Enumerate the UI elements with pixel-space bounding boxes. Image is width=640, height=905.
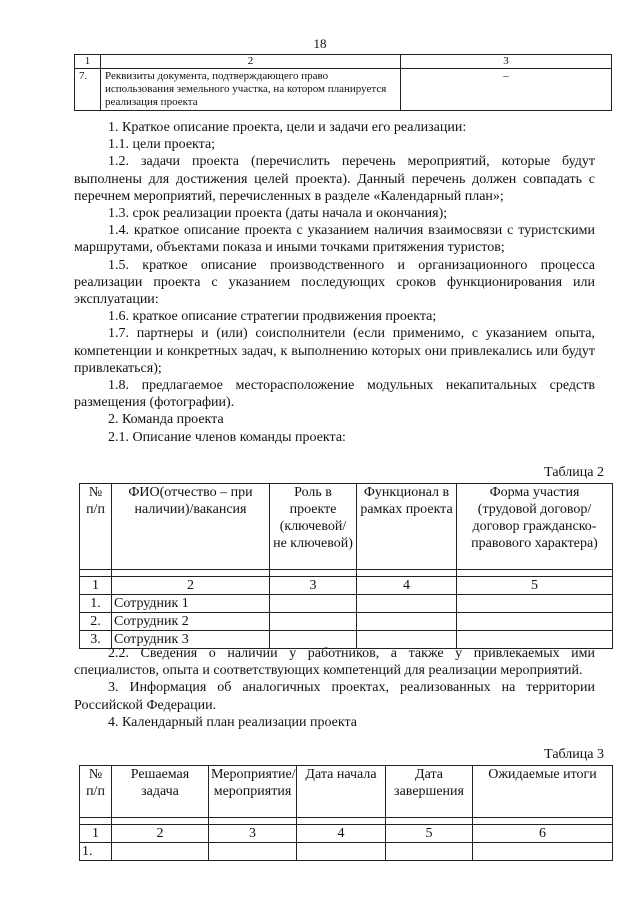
page-number: 18 — [313, 36, 327, 51]
employee-name: Сотрудник 3 — [112, 631, 270, 649]
header-cell: № п/п — [80, 484, 112, 570]
table-row — [80, 843, 613, 861]
row-value: – — [401, 69, 612, 111]
col-number: 1 — [80, 825, 112, 843]
col-number: 2 — [112, 825, 209, 843]
calendar-plan-table — [79, 765, 613, 861]
paragraph: 1.2. задачи проекта (перечислить перечень мероприятий, которые будут выполнены для достижения целей проекта). Данный перечень должен совпадать с перечнем мероприятий, перечисленных в разделе «Календарный план»; — [74, 154, 595, 204]
col-number: 2 — [112, 577, 270, 595]
section-text-1 — [74, 119, 595, 446]
employee-name: Сотрудник 2 — [112, 613, 270, 631]
paragraph: 1.7. партнеры и (или) соисполнители (если применимо, с указанием опыта, компетенции и конкретных задач, к выполнению которых они привлекались или будут привлекаться); — [74, 326, 595, 376]
paragraph: 1. Краткое описание проекта, цели и задачи его реализации: — [108, 120, 467, 135]
paragraph: 2.1. Описание членов команды проекта: — [108, 429, 346, 445]
column-number-row — [80, 825, 613, 843]
col-number: 3 — [401, 55, 612, 69]
col-number: 5 — [386, 825, 473, 843]
col-number: 4 — [357, 577, 457, 595]
table-spacer-row — [80, 570, 613, 577]
requisites-table — [74, 54, 612, 111]
header-cell: Решаемая задача — [112, 766, 209, 818]
row-number: 1. — [80, 595, 112, 613]
table-header-row — [80, 766, 613, 818]
employee-name: Сотрудник 1 — [112, 595, 270, 613]
column-number-row — [80, 577, 613, 595]
table3-caption: Таблица 3 — [544, 747, 604, 762]
section-text-2 — [74, 645, 595, 731]
paragraph: 1.1. цели проекта; — [108, 137, 216, 153]
header-cell: ФИО(отчество – при наличии)/вакансия — [112, 484, 270, 570]
row-number: 1. — [80, 843, 112, 861]
row-number: 3. — [80, 631, 112, 649]
table2-caption: Таблица 2 — [544, 465, 604, 480]
header-cell: Роль в проекте (ключевой/ не ключевой) — [270, 484, 357, 570]
paragraph: 1.3. срок реализации проекта (даты начала и окончания); — [108, 206, 448, 222]
col-number: 3 — [209, 825, 297, 843]
paragraph: 1.8. предлагаемое месторасположение модульных некапитальных средств размещения (фотографии). — [74, 378, 595, 411]
col-number: 2 — [101, 55, 401, 69]
paragraph: 4. Календарный план реализации проекта — [108, 714, 358, 730]
paragraph: 2. Команда проекта — [108, 412, 224, 428]
header-cell: Мероприятие/мероприятия — [209, 766, 297, 818]
row-number: 2. — [80, 613, 112, 631]
table-row — [75, 69, 612, 111]
team-table — [79, 483, 613, 649]
paragraph: 1.5. краткое описание производственного и организационного процесса реализации проекта с указанием последующих сроков функционирования или эксплуатации: — [74, 257, 595, 308]
col-number: 4 — [297, 825, 386, 843]
header-cell: Функционал в рамках проекта — [357, 484, 457, 570]
col-number: 3 — [270, 577, 357, 595]
paragraph: 1.6. краткое описание стратегии продвижения проекта; — [108, 309, 437, 325]
col-number: 6 — [473, 825, 613, 843]
table-header-row — [80, 484, 613, 570]
row-text: Реквизиты документа, подтверждающего право использования земельного участка, на котором планируется реализация проекта — [101, 69, 401, 111]
col-number: 1 — [75, 55, 101, 69]
header-cell: Дата завершения — [386, 766, 473, 818]
col-number: 1 — [80, 577, 112, 595]
paragraph: 3. Информация об аналогичных проектах, реализованных на территории Российской Федерации. — [74, 680, 595, 713]
header-cell: Ожидаемые итоги — [473, 766, 613, 818]
header-cell: Дата начала — [297, 766, 386, 818]
table-row — [80, 613, 613, 631]
row-number: 7. — [75, 69, 101, 111]
header-cell: Форма участия (трудовой договор/договор гражданско-правового характера) — [457, 484, 613, 570]
table-header-row — [75, 55, 612, 69]
paragraph: 1.4. краткое описание проекта с указанием наличия взаимосвязи с туристскими маршрутами, объектами показа и иными точками притяжения туристов; — [74, 223, 595, 256]
col-number: 5 — [457, 577, 613, 595]
header-cell: № п/п — [80, 766, 112, 818]
table-row — [80, 595, 613, 613]
table-spacer-row — [80, 818, 613, 825]
paragraph: 2.2. Сведения о наличии у работников, а также у привлекаемых ими специалистов, опыта и соответствующих компетенций для реализации мероприятий. — [74, 646, 595, 679]
